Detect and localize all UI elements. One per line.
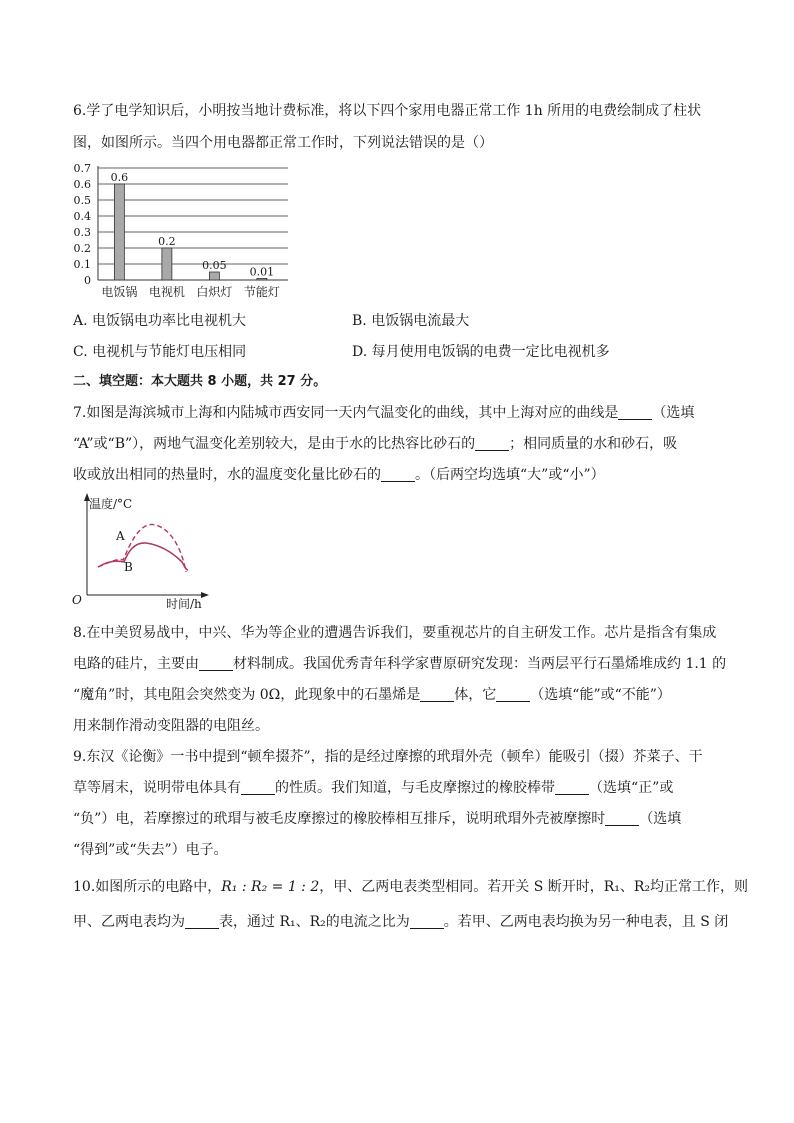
q8-text: 体，它 [454, 687, 497, 703]
bar-data-label: 0.6 [110, 171, 129, 184]
bar-data-label: 0.2 [158, 235, 176, 248]
q9-line1: 9.东汉《论衡》一书中提到“顿牟掇芥”，指的是经过摩擦的玳瑁外壳（顿牟）能吸引（掇）芥菜子、干 [73, 749, 703, 765]
x-category-label: 电视机 [148, 285, 185, 299]
q10-ratio: R₁ : R₂ = 1 : 2 [221, 879, 320, 895]
bar-0 [114, 184, 124, 280]
q10-blank-1[interactable] [185, 914, 219, 929]
q9-line4: “得到”或“失去”）电子。 [73, 842, 228, 858]
y-tick-label: 0.1 [73, 258, 91, 271]
q7-text: 7.如图是海滨城市上海和内陆城市西安同一天内气温变化的曲线，其中上海对应的曲线是 [73, 405, 619, 421]
q10-line2 [73, 912, 728, 932]
q6-option-d[interactable]: D. 每月使用电饭锅的电费一定比电视机多 [352, 344, 610, 360]
q7-text: 。（后两空均选填“大”或“小”） [415, 467, 605, 483]
curve-a [98, 524, 186, 572]
y-tick-label: 0.6 [73, 178, 91, 191]
q7-text: ；相同质量的水和砂石，吸 [509, 436, 678, 452]
q8-line2 [73, 654, 726, 674]
q8-blank-1[interactable] [199, 656, 233, 671]
q9-text: 的性质。我们知道，与毛皮摩擦过的橡胶棒带 [275, 780, 555, 796]
q6-option-a[interactable]: A. 电饭锅电功率比电视机大 [73, 313, 247, 329]
q7-text: “A”或“B”），两地气温变化差别较大，是由于水的比热容比砂石的 [73, 436, 476, 452]
q8-line3 [73, 685, 671, 705]
bar-data-label: 0.01 [249, 265, 275, 279]
y-tick-label: 0.2 [73, 242, 91, 255]
bar-2 [209, 272, 219, 280]
q8-line1: 8.在中美贸易战中，中兴、华为等企业的遭遇告诉我们，要重视芯片的自主研发工作。芯片是指含有集成 [73, 625, 717, 641]
q10-text: ，甲、乙两电表类型相同。若开关 S 断开时，R₁、R₂均正常工作，则 [319, 879, 749, 895]
temperature-curve-graph [68, 490, 218, 615]
q7-line1 [73, 403, 694, 423]
q7-blank-1[interactable] [618, 405, 652, 420]
q10-text: 甲、乙两电表均为 [73, 914, 185, 930]
q10-text: 10.如图所示的电路中， [73, 879, 222, 895]
q8-blank-3[interactable] [496, 687, 530, 702]
q10-text: 表，通过 R₁、R₂的电流之比为 [219, 914, 410, 930]
graph-origin: O [72, 593, 82, 607]
q7-text: 收或放出相同的热量时，水的温度变化量比砂石的 [73, 467, 381, 483]
curve-a-label: A [116, 529, 125, 543]
x-category-label: 节能灯 [243, 285, 280, 299]
graph-x-label: 时间/h [166, 597, 202, 611]
q6-stem-line1: 6.学了电学知识后，小明按当地计费标准，将以下四个家用电器正常工作 1h 所用的电费绘制成了柱状 [73, 103, 702, 119]
graph-x-arrow [201, 592, 209, 598]
q8-line4: 用来制作滑动变阻器的电阻丝。 [73, 718, 269, 734]
q8-text: （选填“能”或“不能”） [530, 687, 671, 703]
q10-line1 [73, 877, 748, 897]
x-category-label: 电饭锅 [101, 285, 138, 299]
q7-text: （选填 [652, 405, 695, 421]
q7-line2 [73, 434, 677, 454]
graph-y-label: 温度/°C [89, 497, 133, 511]
curve-b [98, 543, 188, 570]
bar-data-label: 0.05 [202, 259, 227, 272]
y-tick-label: 0.5 [73, 194, 91, 207]
y-tick-label: 0.4 [73, 210, 91, 223]
q9-text: （选填 [639, 811, 682, 827]
q6-stem-line2: 图，如图所示。当四个用电器都正常工作时，下列说法错误的是（） [73, 135, 493, 151]
y-tick-label: 0.7 [73, 162, 91, 175]
q9-blank-2[interactable] [555, 780, 589, 795]
q10-blank-2[interactable] [410, 914, 444, 929]
y-tick-label: 0.3 [73, 226, 91, 239]
electricity-cost-bar-chart [70, 160, 300, 305]
q9-text: 草等屑末，说明带电体具有 [73, 780, 241, 796]
q6-option-c[interactable]: C. 电视机与节能灯电压相同 [73, 344, 247, 360]
q9-line2 [73, 778, 673, 798]
q7-line3 [73, 465, 605, 485]
q10-text: 。若甲、乙两电表均换为另一种电表，且 S 闭 [443, 914, 729, 930]
section-heading-fill-in: 二、填空题：本大题共 8 小题，共 27 分。 [73, 374, 327, 389]
q8-text: 电路的硅片，主要由 [73, 656, 199, 672]
bar-1 [162, 248, 172, 280]
q6-option-b[interactable]: B. 电饭锅电流最大 [352, 313, 470, 329]
q9-blank-1[interactable] [241, 780, 275, 795]
curve-b-label: B [124, 560, 133, 574]
y-tick-label: 0 [84, 274, 91, 287]
q8-blank-2[interactable] [420, 687, 454, 702]
q9-line3 [73, 809, 681, 829]
q9-text: “负”）电，若摩擦过的玳瑁与被毛皮摩擦过的橡胶棒相互排斥，说明玳瑁外壳被摩擦时 [73, 811, 606, 827]
q8-text: “魔角”时，其电阻会突然变为 0Ω，此现象中的石墨烯是 [73, 687, 421, 703]
q7-blank-3[interactable] [381, 467, 415, 482]
q9-text: （选填“正”或 [589, 780, 674, 796]
bar-3 [257, 278, 267, 280]
q9-blank-3[interactable] [605, 811, 639, 826]
x-category-label: 白炽灯 [196, 285, 233, 299]
q8-text: 材料制成。我国优秀青年科学家曹原研究发现：当两层平行石墨烯堆成约 1.1 的 [233, 656, 727, 672]
q7-blank-2[interactable] [475, 436, 509, 451]
